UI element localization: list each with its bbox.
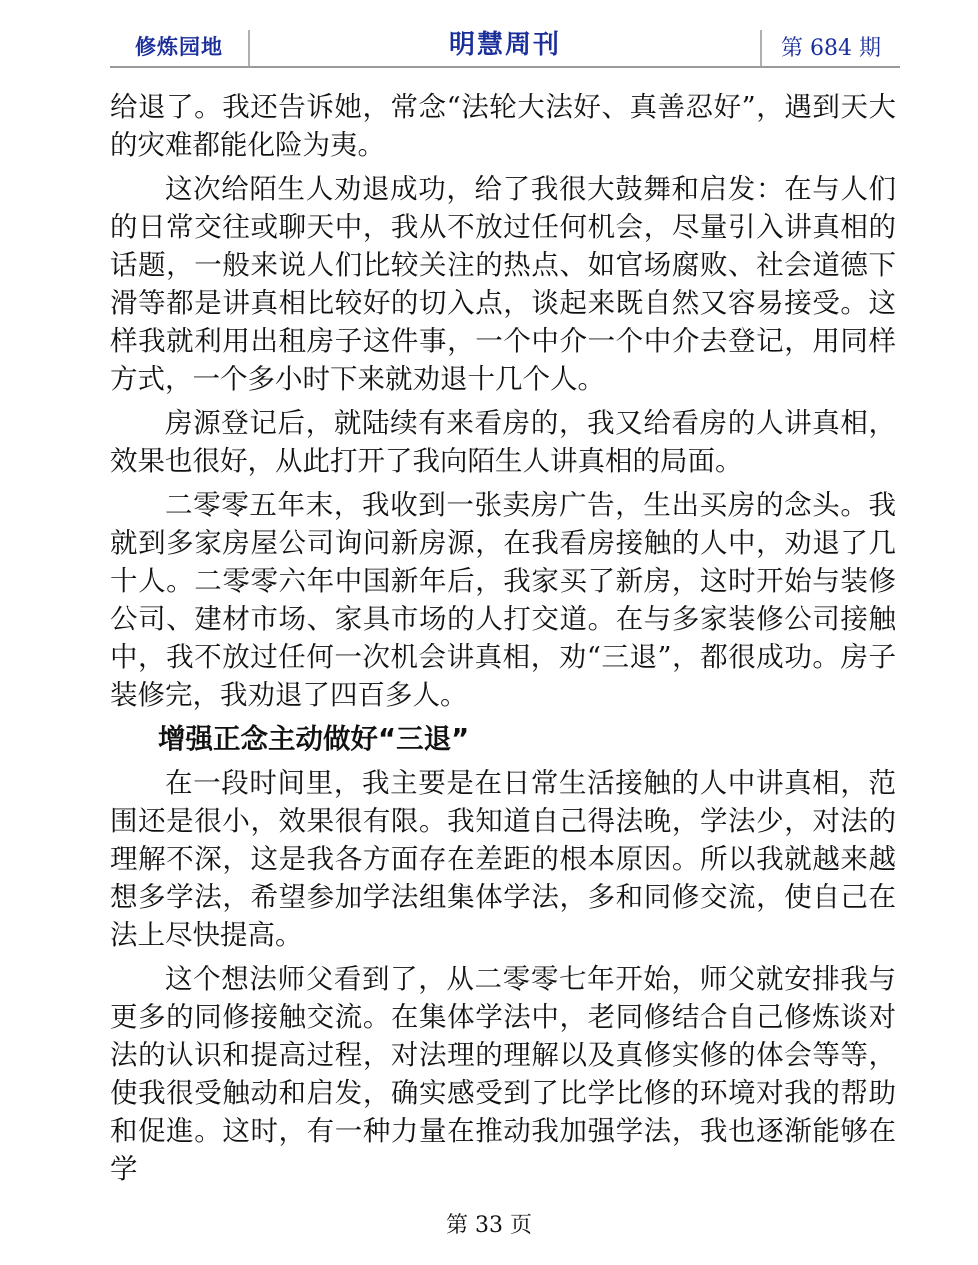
header-section: 修炼园地 bbox=[135, 34, 223, 59]
header-issue: 第 684 期 bbox=[781, 35, 881, 61]
paragraph: 在一段时间里，我主要是在日常生活接触的人中讲真相，范围还是很小，效果很有限。我知道自己得法晚，学法少，对法的理解不深，这是我各方面存在差距的根本原因。所以我就越来越想多学法，希望参加学法组集体学法，多和同修交流，使自己在法上尽快提高。 bbox=[110, 767, 896, 951]
paragraph: 给退了。我还告诉她，常念“法轮大法好、真善忍好”，遇到天大的灾难都能化险为夷。 bbox=[110, 91, 896, 161]
header-title: 明慧周刊 bbox=[448, 29, 561, 60]
section-heading: 增强正念主动做好“三退” bbox=[158, 723, 470, 755]
paragraph: 这次给陌生人劝退成功，给了我很大鼓舞和启发：在与人们的日常交往或聊天中，我从不放过任何机会，尽量引入讲真相的话题，一般来说人们比较关注的热点、如官场腐败、社会道德下滑等都是讲真相比较好的切入点，谈起来既自然又容易接受。这样我就利用出租房子这件事，一个中介一个中介去登记，用同样方式，一个多小时下来就劝退十几个人。 bbox=[110, 173, 896, 395]
page-number: 第 33 页 bbox=[446, 1213, 532, 1238]
header-rule bbox=[110, 66, 900, 68]
article-body bbox=[110, 88, 896, 1194]
paragraph: 房源登记后，就陆续有来看房的，我又给看房的人讲真相，效果也很好，从此打开了我向陌生人讲真相的局面。 bbox=[110, 407, 896, 477]
paragraph: 二零零五年末，我收到一张卖房广告，生出买房的念头。我就到多家房屋公司询问新房源，在我看房接触的人中，劝退了几十人。二零零六年中国新年后，我家买了新房，这时开始与装修公司、建材市场、家具市场的人打交道。在与多家装修公司接触中，我不放过任何一次机会讲真相，劝“三退”，都很成功。房子装修完，我劝退了四百多人。 bbox=[110, 489, 896, 711]
page-header bbox=[110, 26, 900, 68]
paragraph: 这个想法师父看到了，从二零零七年开始，师父就安排我与更多的同修接触交流。在集体学法中，老同修结合自己修炼谈对法的认识和提高过程，对法理的理解以及真修实修的体会等等，使我很受触动和启发，确实感受到了比学比修的环境对我的帮助和促進。这时，有一种力量在推动我加强学法，我也逐渐能够在学 bbox=[110, 963, 896, 1185]
